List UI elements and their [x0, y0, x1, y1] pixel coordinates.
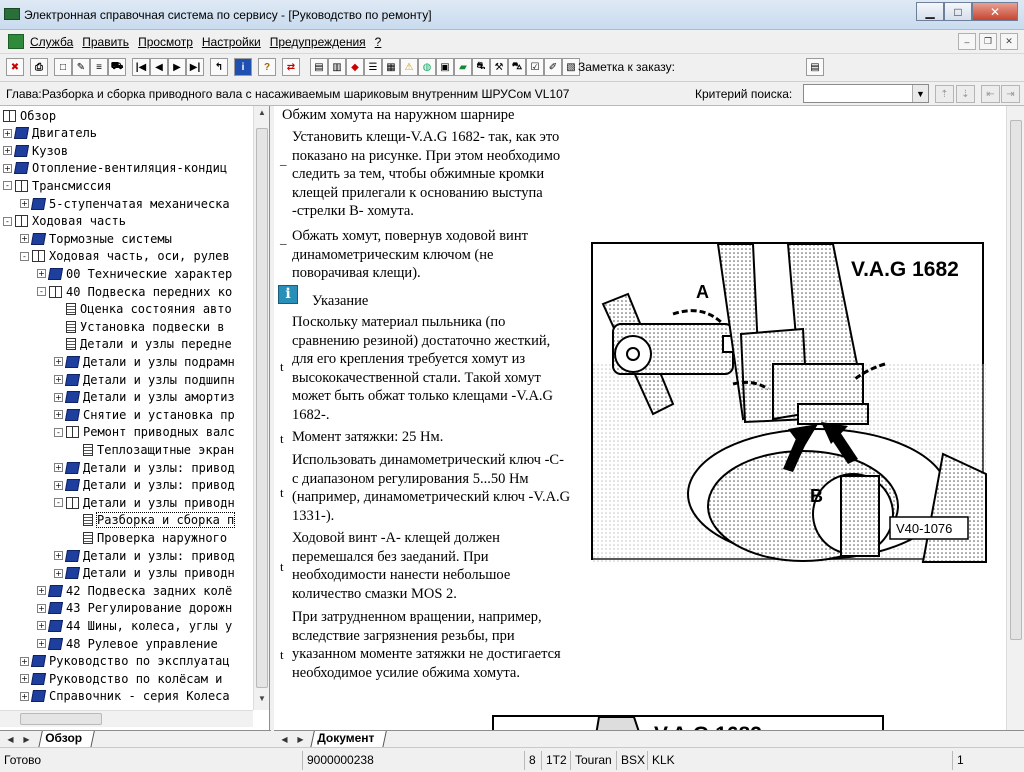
text-marker: t	[280, 359, 284, 374]
warning-icon[interactable]: ⚠	[400, 58, 418, 76]
expand-icon[interactable]: +	[55, 568, 62, 578]
status-page: 1	[952, 751, 964, 770]
tree-horizontal-scrollbar[interactable]	[0, 710, 253, 727]
tree-item-label: Оценка состояния авто	[80, 302, 232, 317]
tree-item[interactable]	[37, 283, 232, 300]
search-next-icon[interactable]: ⇥	[1001, 85, 1020, 103]
edit-icon[interactable]: ✐	[544, 58, 562, 76]
new-document-icon[interactable]: □	[54, 58, 72, 76]
tree-item[interactable]	[54, 318, 225, 335]
tree-item[interactable]	[54, 494, 235, 511]
tree-item[interactable]	[3, 160, 227, 177]
tree-item-label: 00 Технические характер	[66, 266, 233, 281]
tree-item[interactable]	[71, 529, 227, 546]
tree-item-label: Ходовая часть	[32, 214, 126, 229]
book-icon	[65, 409, 80, 421]
tree-item[interactable]	[54, 389, 235, 406]
book-icon	[31, 673, 46, 685]
toolbar	[0, 54, 1024, 82]
collapse-icon[interactable]: -	[54, 428, 63, 437]
scrollbar-thumb[interactable]	[20, 713, 102, 725]
search-down-icon[interactable]: ⇣	[956, 85, 975, 103]
checklist-icon[interactable]: ☑	[526, 58, 544, 76]
menu-warnings[interactable]: Предупреждения	[269, 35, 366, 49]
tree-item-label: Кузов	[32, 143, 69, 158]
tree-item-label: 48 Рулевое управление	[66, 636, 218, 651]
exit-icon[interactable]: ✖	[6, 58, 24, 76]
illustration-vag1682	[591, 242, 984, 560]
tree-item[interactable]	[20, 230, 172, 247]
menu-items	[30, 35, 390, 49]
figure-label-a: A	[696, 282, 709, 302]
tree-item[interactable]	[54, 336, 232, 353]
text-marker: t	[280, 647, 284, 662]
menu-edit[interactable]: Править	[82, 35, 130, 49]
tree-item-label: Руководство по колёсам и	[49, 671, 223, 686]
close-button[interactable]: ✕	[972, 2, 1018, 21]
tree-item[interactable]	[54, 301, 232, 318]
app-icon	[4, 8, 20, 20]
open-book-icon	[3, 110, 16, 122]
title-bar	[0, 0, 1024, 30]
maximize-button[interactable]: □	[944, 2, 972, 21]
tree-item-label: Обзор	[20, 108, 57, 123]
tree-item-label: Проверка наружного	[97, 530, 228, 545]
open-book-icon	[15, 180, 28, 192]
tree-item-label: 42 Подвеска задних колё	[66, 583, 233, 598]
tab-document[interactable]	[310, 731, 387, 748]
tree-item[interactable]	[3, 107, 56, 124]
expand-icon[interactable]: +	[55, 551, 62, 560]
step-marker: _	[280, 231, 287, 246]
paragraph-torque: Момент затяжки: 25 Нм.	[292, 429, 444, 445]
save-icon[interactable]: ▣	[436, 58, 454, 76]
tree-item[interactable]	[37, 582, 232, 599]
tab-overview-label: Обзор	[45, 731, 83, 745]
book-icon	[14, 127, 29, 139]
open-book-icon	[49, 286, 62, 298]
expand-icon[interactable]: +	[4, 163, 11, 173]
manual2-icon[interactable]: ▥	[328, 58, 346, 76]
tree-item[interactable]	[71, 441, 234, 458]
tree-item[interactable]	[3, 213, 126, 230]
window-title: Электронная справочная система по сервису - [Руководство по ремонту]	[24, 8, 432, 22]
tree-item[interactable]	[20, 670, 222, 687]
book-icon	[65, 391, 80, 403]
page-icon	[83, 444, 93, 456]
last-page-icon[interactable]: ▶|	[186, 58, 204, 76]
tree-item[interactable]	[54, 459, 235, 476]
help-icon[interactable]: ?	[258, 58, 276, 76]
collapse-icon[interactable]: -	[54, 498, 63, 507]
status-field-2: 1T2	[541, 751, 567, 770]
book-green-icon[interactable]: ▰	[454, 58, 472, 76]
expand-icon[interactable]: +	[21, 691, 28, 701]
menu-help[interactable]: ?	[374, 35, 382, 49]
text-marker: t	[280, 431, 284, 446]
next-page-icon[interactable]: ▶	[168, 58, 186, 76]
expand-icon[interactable]: +	[55, 410, 62, 420]
page-icon	[66, 321, 76, 333]
book-icon	[31, 233, 46, 245]
tab-next-icon[interactable]: ▶	[297, 735, 304, 744]
contents-tree	[0, 106, 253, 710]
expand-icon[interactable]: +	[38, 603, 45, 613]
paragraph-thread: При затрудненном вращении, например, вследствие загрязнения резьбы, при указанном моменте затяжки не достигается необходимое усилие обжима хомута.	[292, 609, 561, 681]
book-icon	[14, 145, 29, 157]
status-engine: BSX	[616, 751, 645, 770]
expand-icon[interactable]: +	[21, 656, 28, 666]
page-icon	[83, 532, 93, 544]
right-tab-strip	[274, 730, 1024, 747]
tree-item-label: Детали и узлы приводн	[83, 566, 235, 581]
tree-item[interactable]	[54, 406, 235, 423]
collapse-icon[interactable]: -	[20, 252, 29, 261]
tree-item-label: 40 Подвеска передних ко	[66, 284, 233, 299]
scrollbar-thumb[interactable]	[256, 128, 268, 688]
list-icon[interactable]: ☰	[364, 58, 382, 76]
previous-page-icon[interactable]: ◀	[150, 58, 168, 76]
tab-next-icon[interactable]: ▶	[23, 735, 30, 744]
tree-item-label: 44 Шины, колеса, углы у	[66, 618, 233, 633]
paragraph-step-1: Установить клещи-V.A.G 1682- так, как это показано на рисунке. При этом необходимо следить за тем, чтобы обжимные кромки клещей прилегали к основанию выступа -стрелки В- хомута.	[292, 129, 561, 219]
manual-icon[interactable]: ▤	[310, 58, 328, 76]
book-icon	[65, 374, 80, 386]
menu-bar	[0, 30, 1024, 54]
open-book-icon	[32, 250, 45, 262]
paragraph-note: Поскольку материал пыльника (по сравнению резиной) достаточно жесткий, для его крепления требуется хомут из высококачественной стали. Такой хомут может быть обжат только клещами -V.A.G 1682-.	[292, 314, 554, 423]
tree-item-label: Детали и узлы: привод	[83, 478, 235, 493]
expand-icon[interactable]: +	[55, 392, 62, 402]
status-field-1: 8	[524, 751, 536, 770]
car2-icon[interactable]: ⛍	[508, 58, 526, 76]
book-icon	[65, 462, 80, 474]
search-up-icon[interactable]: ⇡	[935, 85, 954, 103]
tree-item-label: Детали и узлы амортиз	[83, 390, 235, 405]
expand-icon[interactable]: +	[21, 234, 28, 244]
bookmark-icon[interactable]: ◆	[346, 58, 364, 76]
book-icon	[65, 356, 80, 368]
figure-tool-label: V.A.G 1682	[851, 258, 959, 281]
tree-item-label: Детали и узлы подрамн	[83, 354, 235, 369]
page-icon	[66, 303, 76, 315]
collapse-icon[interactable]: -	[3, 181, 12, 190]
tree-item-label: Тормозные системы	[49, 231, 172, 246]
tree-item[interactable]	[37, 617, 232, 634]
print-icon[interactable]: ⎙	[30, 58, 48, 76]
minimize-button[interactable]: ▁	[916, 2, 944, 21]
expand-icon[interactable]: +	[21, 199, 28, 208]
tree-item[interactable]	[20, 195, 230, 212]
chapter-title: Глава:Разборка и сборка приводного вала с насаживаемым шариковым внутренним ШРУСом VL107	[6, 87, 570, 101]
tree-item[interactable]	[20, 248, 230, 265]
vehicle-icon[interactable]: ⛟	[108, 58, 126, 76]
chapter-bar	[0, 82, 1024, 106]
text-marker: t	[280, 559, 284, 574]
tree-item-label: Детали и узлы передне	[80, 337, 232, 352]
tree-item[interactable]	[20, 653, 230, 670]
scroll-down-icon[interactable]: ▼	[258, 694, 266, 703]
expand-icon[interactable]: +	[38, 621, 45, 631]
book-icon	[65, 550, 80, 562]
tree-item-label: 43 Регулирование дорожн	[66, 601, 233, 616]
table-icon[interactable]: ▦	[382, 58, 400, 76]
book-icon	[48, 585, 63, 597]
step-marker: _	[280, 152, 287, 167]
mdi-close-button[interactable]: ✕	[1000, 33, 1018, 50]
tree-item[interactable]	[37, 600, 232, 617]
figure-label-b: B	[810, 486, 823, 506]
open-book-icon	[66, 497, 79, 509]
scrollbar-thumb[interactable]	[1010, 120, 1022, 640]
tree-item[interactable]	[37, 265, 232, 282]
mdi-minimize-button[interactable]: –	[958, 33, 976, 50]
search-criteria-label: Критерий поиска:	[695, 87, 793, 101]
order-note-label: Заметка к заказу:	[578, 60, 675, 74]
status-text: Готово	[4, 753, 42, 767]
scroll-up-icon[interactable]: ▲	[258, 108, 266, 117]
expand-icon[interactable]: +	[4, 128, 11, 138]
tree-item-label: Ремонт приводных валс	[83, 425, 235, 440]
tree-item[interactable]	[54, 424, 235, 441]
expand-icon[interactable]: +	[38, 586, 45, 596]
tree-item-label: Ходовая часть, оси, рулев	[49, 249, 230, 264]
mdi-restore-button[interactable]: ❐	[979, 33, 997, 50]
expand-icon[interactable]: +	[21, 674, 28, 684]
expand-icon[interactable]: +	[55, 463, 62, 472]
menu-service[interactable]: Служба	[30, 35, 74, 49]
switch-icon[interactable]: ⇄	[282, 58, 300, 76]
book-icon	[48, 602, 63, 614]
tree-item-label: Двигатель	[32, 126, 98, 141]
note-title: Указание	[312, 293, 369, 309]
tab-prev-icon[interactable]: ◀	[281, 735, 288, 744]
expand-icon[interactable]: +	[4, 146, 11, 156]
expand-icon[interactable]: +	[38, 639, 45, 648]
document-pane	[274, 106, 1006, 730]
info-icon[interactable]: i	[234, 58, 252, 76]
mdi-controls	[958, 33, 1018, 50]
tab-prev-icon[interactable]: ◀	[7, 735, 14, 744]
book-icon	[31, 690, 46, 702]
left-tab-strip	[0, 730, 271, 747]
search-criteria-dropdown[interactable]	[803, 84, 929, 103]
tree-item-label: Детали и узлы: привод	[83, 460, 235, 475]
tree-item[interactable]	[37, 635, 218, 652]
tree-item-label: Руководство по эксплуатац	[49, 654, 230, 669]
tree-item[interactable]	[54, 547, 235, 564]
order-note-field[interactable]	[676, 57, 800, 77]
document-menu-icon[interactable]	[8, 34, 24, 49]
tree-item-label: Детали и узлы: привод	[83, 548, 235, 563]
clamp-drawing	[593, 244, 986, 562]
book-icon	[65, 567, 80, 579]
tree-item-label: Отопление-вентиляция-кондиц	[32, 161, 228, 176]
tree-item-label: Снятие и установка пр	[83, 407, 235, 422]
globe-icon[interactable]: ◍	[418, 58, 436, 76]
tools-icon[interactable]: ⚒	[490, 58, 508, 76]
open-book-icon	[66, 426, 79, 438]
book-icon	[48, 638, 63, 650]
tree-item-label: Детали и узлы подшипн	[83, 372, 235, 387]
menu-settings[interactable]: Настройки	[201, 35, 261, 49]
tree-item[interactable]	[3, 125, 97, 142]
menu-view[interactable]: Просмотр	[138, 35, 193, 49]
book-icon	[14, 162, 29, 174]
book-icon	[48, 268, 63, 280]
status-doc-number: 9000000238	[302, 751, 374, 770]
info-note-icon: i	[278, 285, 298, 304]
book-list-icon[interactable]: ▧	[562, 58, 580, 76]
open-book-icon	[15, 215, 28, 227]
order-note-icon[interactable]: ▤	[806, 58, 824, 76]
tree-item[interactable]	[3, 142, 68, 159]
tree-item[interactable]	[71, 512, 234, 529]
tree-item-label: Справочник - серия Колеса	[49, 689, 230, 704]
book-icon	[31, 655, 46, 667]
expand-icon[interactable]: +	[55, 375, 62, 384]
window-controls	[916, 2, 1018, 22]
tree-item-label: 5-ступенчатая механическа	[49, 196, 230, 211]
tree-item-label: Установка подвески в	[80, 319, 225, 334]
expand-icon[interactable]: +	[38, 269, 45, 279]
tree-item-label: Разборка и сборка п	[97, 513, 235, 528]
tree-vertical-scrollbar[interactable]	[253, 106, 269, 710]
paragraph-screw: Ходовой винт -A- клещей должен перемешался без заеданий. При необходимости нанести небольшое количество смазки MOS 2.	[292, 530, 511, 602]
status-gearbox: KLK	[647, 751, 675, 770]
tab-document-label: Документ	[317, 731, 375, 745]
expand-icon[interactable]: +	[55, 480, 62, 490]
document-vertical-scrollbar[interactable]	[1006, 106, 1024, 730]
tree-item[interactable]	[54, 353, 235, 370]
status-bar	[0, 747, 1024, 772]
page-icon	[83, 514, 93, 526]
tree-item-label: Трансмиссия	[32, 178, 112, 193]
collapse-icon[interactable]: -	[37, 287, 46, 296]
paragraph-wrench: Использовать динамометрический ключ -C- с диапазоном регулирования 5...50 Нм (например, динамометрический ключ -V.A.G 1331-).	[292, 452, 571, 524]
page-icon	[66, 338, 76, 350]
book-icon	[65, 479, 80, 491]
first-page-icon[interactable]: |◀	[132, 58, 150, 76]
car-icon[interactable]: ⛐	[472, 58, 490, 76]
edit-document-icon[interactable]: ✎	[72, 58, 90, 76]
tree-item[interactable]	[3, 177, 111, 194]
figure-code: V40-1076	[896, 521, 953, 536]
paragraph-step-2: Обжать хомут, повернув ходовой винт динамометрическим ключом (не поворачивая клещи).	[292, 228, 528, 281]
document-heading: Обжим хомута на наружном шарнире	[282, 107, 515, 123]
collapse-icon[interactable]: -	[3, 217, 12, 226]
book-icon	[48, 620, 63, 632]
search-prev-icon[interactable]: ⇤	[981, 85, 1000, 103]
expand-icon[interactable]: +	[55, 357, 62, 367]
chevron-down-icon[interactable]: ▼	[912, 85, 928, 102]
tree-item-label: Детали и узлы приводн	[83, 495, 235, 510]
tab-overview[interactable]	[38, 731, 95, 748]
tree-item-label: Теплозащитные экран	[97, 442, 235, 457]
tree-item[interactable]	[54, 565, 235, 582]
tree-item[interactable]	[54, 371, 235, 388]
overview-pane	[0, 106, 270, 730]
status-model: Touran	[570, 751, 612, 770]
back-icon[interactable]: ↰	[210, 58, 228, 76]
tree-item[interactable]	[20, 688, 230, 705]
text-marker: t	[280, 485, 284, 500]
tree-item[interactable]	[54, 477, 235, 494]
notes-icon[interactable]: ≡	[90, 58, 108, 76]
book-icon	[31, 198, 46, 210]
